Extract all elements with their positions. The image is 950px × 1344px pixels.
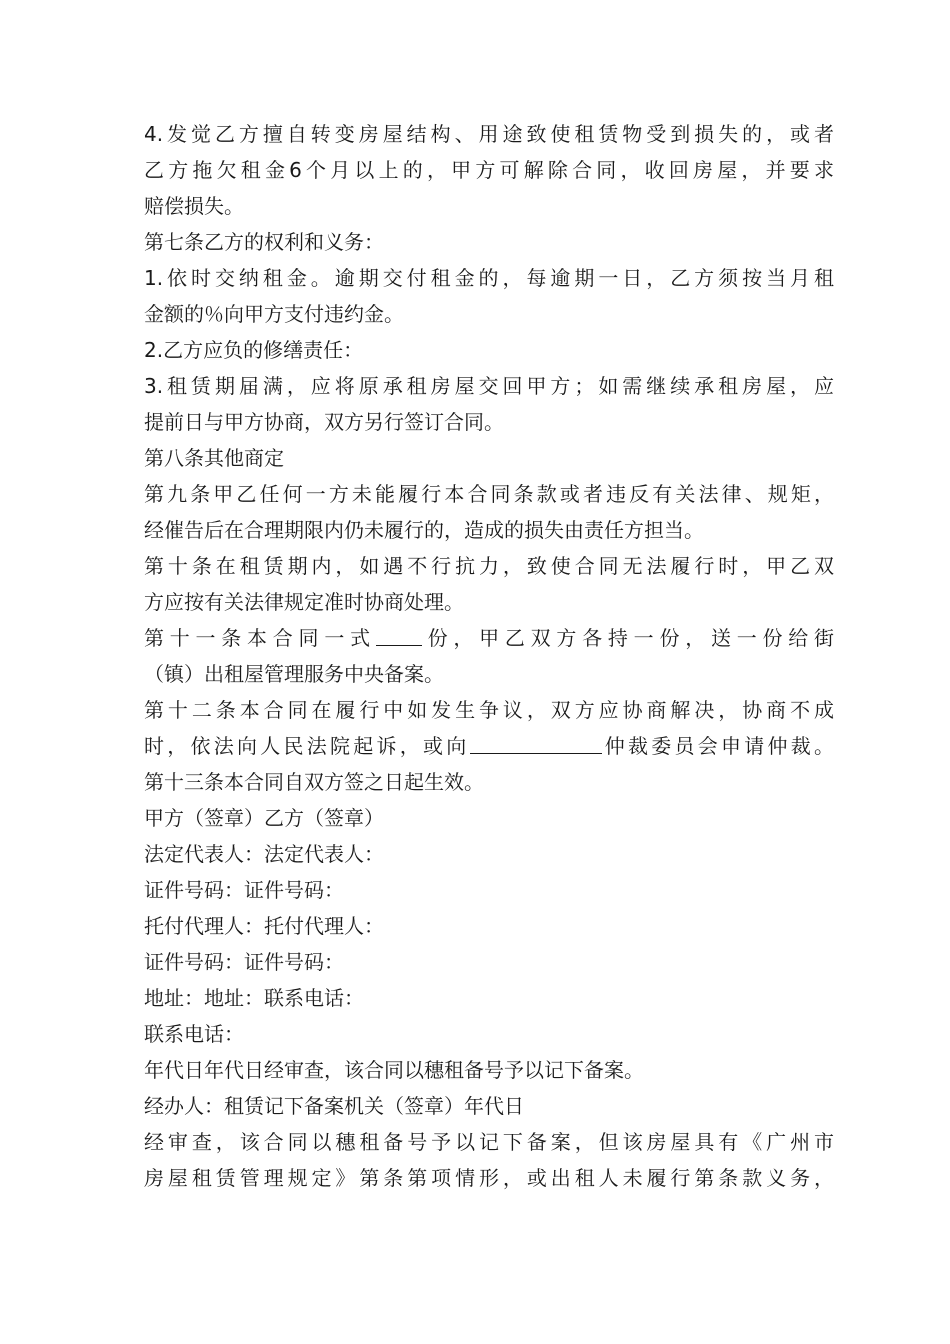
text-line: 第十条在租赁期内，如遇不行抗力，致使合同无法履行时，甲乙双 [144,554,834,578]
text-line: 赔偿损失。 [144,194,244,218]
signature-line: 证件号码：证件号码： [144,878,344,902]
text-line: 经办人：租赁记下备案机关（签章）年代日 [144,1094,524,1118]
text-line: 金额的％向甲方支付违约金。 [144,302,404,326]
text-line-clause-12-cont [144,728,834,764]
copies-blank [376,623,422,646]
text-line: 4.发觉乙方擅自转变房屋结构、用途致使租赁物受到损失的，或者 [144,122,834,146]
text-line: 第十三条本合同自双方签之日起生效。 [144,770,484,794]
signature-line: 联系电话： [144,1022,244,1046]
clause-heading: 第八条其他商定 [144,446,284,470]
text-line: 第十二条本合同在履行中如发生争议，双方应协商解决，协商不成 [144,698,834,722]
text-line: 3.租赁期届满，应将原承租房屋交回甲方；如需继续承租房屋，应 [144,374,834,398]
clause-heading: 第七条乙方的权利和义务： [144,230,384,254]
text-line: 经审查，该合同以穗租备号予以记下备案，但该房屋具有《广州市 [144,1130,834,1154]
arbitration-blank [470,731,602,754]
text-line: 乙方拖欠租金6个月以上的，甲方可解除合同，收回房屋，并要求 [144,158,834,182]
clause-11-after: 份，甲乙双方各持一份，送一份给街 [421,626,834,650]
text-line: 1.依时交纳租金。逾期交付租金的，每逾期一日，乙方须按当月租 [144,266,834,290]
text-line-clause-11 [144,620,834,656]
text-line: 经催告后在合理期限内仍未履行的，造成的损失由责任方担当。 [144,518,704,542]
clause-12-after: 仲裁委员会申请仲裁。 [601,734,834,758]
document-page [144,116,834,1196]
text-line: 第九条甲乙任何一方未能履行本合同条款或者违反有关法律、规矩， [144,482,834,506]
signature-line: 托付代理人：托付代理人： [144,914,384,938]
text-line: 2.乙方应负的修缮责任： [144,338,364,362]
signature-line: 地址：地址：联系电话： [144,986,364,1010]
text-line: 提前日与甲方协商，双方另行签订合同。 [144,410,504,434]
clause-12-before: 时，依法向人民法院起诉，或向 [144,734,470,758]
signature-line: 证件号码：证件号码： [144,950,344,974]
signature-line: 法定代表人：法定代表人： [144,842,384,866]
text-line: 方应按有关法律规定准时协商处理。 [144,590,464,614]
text-line: 年代日年代日经审查，该合同以穗租备号予以记下备案。 [144,1058,644,1082]
signature-line: 甲方（签章）乙方（签章） [144,806,384,830]
text-line: （镇）出租屋管理服务中央备案。 [144,662,444,686]
text-line: 房屋租赁管理规定》第条第项情形，或出租人未履行第条款义务， [144,1166,834,1190]
clause-11-before: 第十一条本合同一式 [144,626,376,650]
